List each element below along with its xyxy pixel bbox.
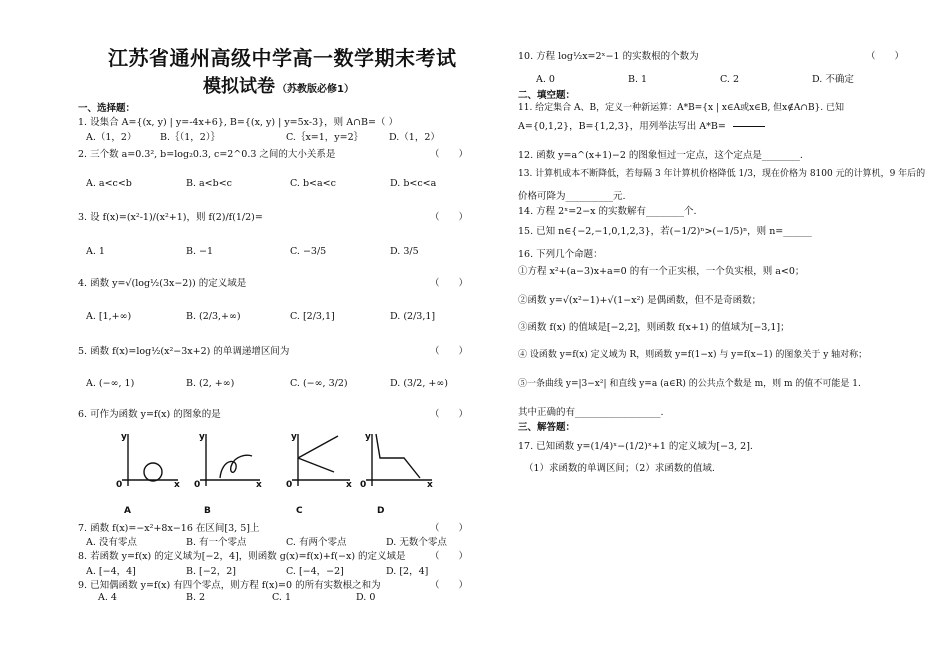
graph-a-origin: 0 bbox=[116, 480, 123, 490]
q1-option-a: A.（1，2） bbox=[86, 132, 137, 143]
q3-answer-paren: （ ） bbox=[430, 212, 469, 223]
q9-answer-paren: （ ） bbox=[430, 580, 469, 591]
graph-b-label: B bbox=[204, 506, 211, 516]
q2-option-a: A. a<c<b bbox=[86, 178, 132, 189]
q16-item-4: ④ 设函数 y=f(x) 定义域为 R，则函数 y=f(1−x) 与 y=f(x−1) 的图象关于 y 轴对称； bbox=[518, 350, 868, 360]
q4-option-c: C. [2/3,1] bbox=[290, 311, 335, 322]
q9-options bbox=[98, 592, 375, 603]
q1-option-c: C.｛x=1，y=2｝ bbox=[286, 132, 364, 143]
graph-c-y-label: y bbox=[291, 432, 297, 442]
q11-line2: A={0,1,2}，B={1,2,3}，用列举法写出 A*B= bbox=[518, 121, 726, 132]
q4-answer-paren: （ ） bbox=[430, 278, 469, 289]
q5-options bbox=[86, 378, 448, 389]
q3-option-d: D. 3/5 bbox=[390, 246, 419, 257]
q3-option-a: A. 1 bbox=[86, 246, 105, 257]
q2-option-b: B. a<b<c bbox=[186, 178, 233, 189]
q5-option-d: D. (3/2, +∞) bbox=[390, 378, 448, 389]
exam-subtitle bbox=[203, 72, 354, 98]
graph-b-origin: 0 bbox=[194, 480, 201, 490]
graph-c bbox=[292, 434, 350, 486]
graph-c-label: C bbox=[296, 506, 303, 516]
graph-d-label: D bbox=[377, 506, 385, 516]
exam-title: 江苏省通州高级中学高一数学期末考试 bbox=[108, 46, 457, 70]
q2-answer-paren: （ ） bbox=[430, 149, 469, 160]
graph-d-y-label: y bbox=[365, 432, 371, 442]
q4-option-d: D. (2/3,1] bbox=[390, 311, 436, 322]
q6-graphs bbox=[110, 428, 450, 518]
q10-options bbox=[536, 71, 854, 85]
q10-option-a: A. 0 bbox=[536, 74, 555, 85]
graph-d-x-label: x bbox=[427, 480, 433, 490]
q2-stem: 2. 三个数 a=0.3², b=log₂0.3, c=2^0.3 之间的大小关系是 bbox=[78, 149, 336, 160]
q9-option-b: B. 2 bbox=[186, 592, 206, 603]
q11-answer-blank bbox=[733, 126, 765, 127]
q11-line1: 11. 给定集合 A、B，定义一种新运算：A*B={x | x∈A或x∈B, 但x∉A∩B}. 已知 bbox=[518, 103, 845, 113]
graph-b bbox=[200, 434, 260, 486]
q10-option-c: C. 2 bbox=[720, 74, 740, 85]
q3-stem: 3. 设 f(x)=(x²-1)/(x²+1)，则 f(2)/f(1/2)= bbox=[78, 212, 263, 223]
graph-b-y-label: y bbox=[199, 432, 205, 442]
subtitle-note: （苏教版必修1） bbox=[277, 84, 354, 95]
q3-option-c: C. −3/5 bbox=[290, 246, 327, 257]
q12-stem: 12. 函数 y=a^(x+1)−2 的图象恒过一定点，这个定点是________. bbox=[518, 150, 803, 161]
q10-answer-paren: （ ） bbox=[866, 51, 905, 62]
graph-b-x-label: x bbox=[256, 480, 262, 490]
q14-stem: 14. 方程 2ˣ=2−x 的实数解有________个. bbox=[518, 206, 697, 217]
q10-stem: 10. 方程 log½x=2ˣ−1 的实数根的个数为 bbox=[518, 51, 699, 62]
q13-line1: 13. 计算机成本不断降低，若每隔 3 年计算机价格降低 1/3，现在价格为 8100 元的计算机，9 年后的 bbox=[518, 169, 926, 179]
graph-d bbox=[366, 434, 432, 486]
q2-options bbox=[86, 178, 436, 189]
q7-option-d: D. 无数个零点 bbox=[386, 537, 447, 548]
q5-option-a: A. (−∞, 1) bbox=[86, 378, 135, 389]
q8-options bbox=[86, 563, 428, 577]
q7-answer-paren: （ ） bbox=[430, 523, 469, 534]
q7-option-b: B. 有一个零点 bbox=[186, 537, 247, 548]
q7-option-c: C. 有两个零点 bbox=[286, 537, 347, 548]
graph-a-label: A bbox=[124, 506, 131, 516]
q16-item-3: ③函数 f(x) 的值域是[−2,2]，则函数 f(x+1) 的值域为[−3,1]； bbox=[518, 322, 790, 333]
q1-options bbox=[86, 129, 440, 143]
q6-answer-paren: （ ） bbox=[430, 409, 469, 420]
q16-item-2: ②函数 y=√(x²−1)+√(1−x²) 是偶函数，但不是奇函数； bbox=[518, 295, 762, 306]
q3-options bbox=[86, 246, 419, 257]
q5-option-c: C. (−∞, 3/2) bbox=[290, 378, 348, 389]
q3-option-b: B. −1 bbox=[186, 246, 214, 257]
graph-a-y-label: y bbox=[121, 432, 127, 442]
q8-stem: 8. 若函数 y=f(x) 的定义域为[−2，4]，则函数 g(x)=f(x)+f(−x) 的定义域是 bbox=[78, 551, 406, 562]
q4-option-a: A. [1,+∞) bbox=[86, 311, 132, 322]
q8-option-b: B. [−2，2] bbox=[186, 566, 236, 577]
q8-option-d: D. [2，4] bbox=[386, 566, 429, 577]
q10-option-b: B. 1 bbox=[628, 74, 648, 85]
q16-stem: 16. 下列几个命题： bbox=[518, 249, 603, 260]
q9-option-c: C. 1 bbox=[272, 592, 292, 603]
q9-option-a: A. 4 bbox=[98, 592, 117, 603]
q9-stem: 9. 已知偶函数 y=f(x) 有四个零点，则方程 f(x)=0 的所有实数根之和为 bbox=[78, 580, 381, 591]
q2-option-d: D. b<c<a bbox=[390, 178, 437, 189]
q7-option-a: A. 没有零点 bbox=[86, 537, 137, 548]
q17-sub: （1）求函数的单调区间；（2）求函数的值域. bbox=[524, 463, 715, 474]
q8-option-c: C. [−4，−2] bbox=[286, 566, 344, 577]
q16-item-5: ⑤一条曲线 y=|3−x²| 和直线 y=a (a∈R) 的公共点个数是 m，则 m 的值不可能是 1. bbox=[518, 379, 861, 389]
q4-stem: 4. 函数 y=√(log½(3x−2)) 的定义域是 bbox=[78, 278, 247, 289]
q7-options bbox=[86, 534, 447, 548]
q10-option-d: D. 不确定 bbox=[812, 74, 854, 85]
q2-option-c: C. b<a<c bbox=[290, 178, 336, 189]
graph-a-x-label: x bbox=[174, 480, 180, 490]
q5-option-b: B. (2, +∞) bbox=[186, 378, 235, 389]
q4-options bbox=[86, 311, 435, 322]
q16-item-1: ①方程 x²+(a−3)x+a=0 的有一个正实根，一个负实根，则 a<0； bbox=[518, 266, 805, 277]
subtitle-main: 模拟试卷 bbox=[203, 76, 275, 97]
section-choice: 一、选择题： bbox=[78, 103, 136, 114]
graph-c-x-label: x bbox=[346, 480, 352, 490]
q1-option-b: B.｛（1，2）｝ bbox=[160, 132, 221, 143]
graph-a bbox=[122, 434, 178, 486]
q5-answer-paren: （ ） bbox=[430, 346, 469, 357]
q6-stem: 6. 可作为函数 y=f(x) 的图象的是 bbox=[78, 409, 221, 420]
q17-stem: 17. 已知函数 y=(1/4)ˣ−(1/2)ˣ+1 的定义域为[−3, 2]. bbox=[518, 441, 753, 452]
graph-d-origin: 0 bbox=[360, 480, 367, 490]
q8-answer-paren: （ ） bbox=[430, 551, 469, 562]
q8-option-a: A. [−4，4] bbox=[86, 566, 136, 577]
q4-option-b: B. (2/3,+∞) bbox=[186, 311, 241, 322]
q1-stem: 1. 设集合 A={(x, y) | y=-4x+6}, B={(x, y) | y=5x-3}，则 A∩B=（ ） bbox=[78, 117, 398, 128]
q9-option-d: D. 0 bbox=[356, 592, 376, 603]
q16-tail: 其中正确的有__________________. bbox=[518, 407, 664, 418]
q15-stem: 15. 已知 n∈{−2,−1,0,1,2,3}，若(−1/2)ⁿ>(−1/5)ⁿ，则 n=______ bbox=[518, 226, 812, 237]
q7-stem: 7. 函数 f(x)=−x²+8x−16 在区间[3, 5]上 bbox=[78, 523, 260, 534]
graph-c-origin: 0 bbox=[286, 480, 293, 490]
q5-stem: 5. 函数 f(x)=log½(x²−3x+2) 的单调递增区间为 bbox=[78, 346, 290, 357]
q13-line2: 价格可降为__________元. bbox=[518, 191, 626, 202]
section-answer: 三、解答题： bbox=[518, 422, 576, 433]
section-fill: 二、填空题： bbox=[518, 90, 576, 101]
q1-option-d: D.（1，2） bbox=[389, 132, 440, 143]
